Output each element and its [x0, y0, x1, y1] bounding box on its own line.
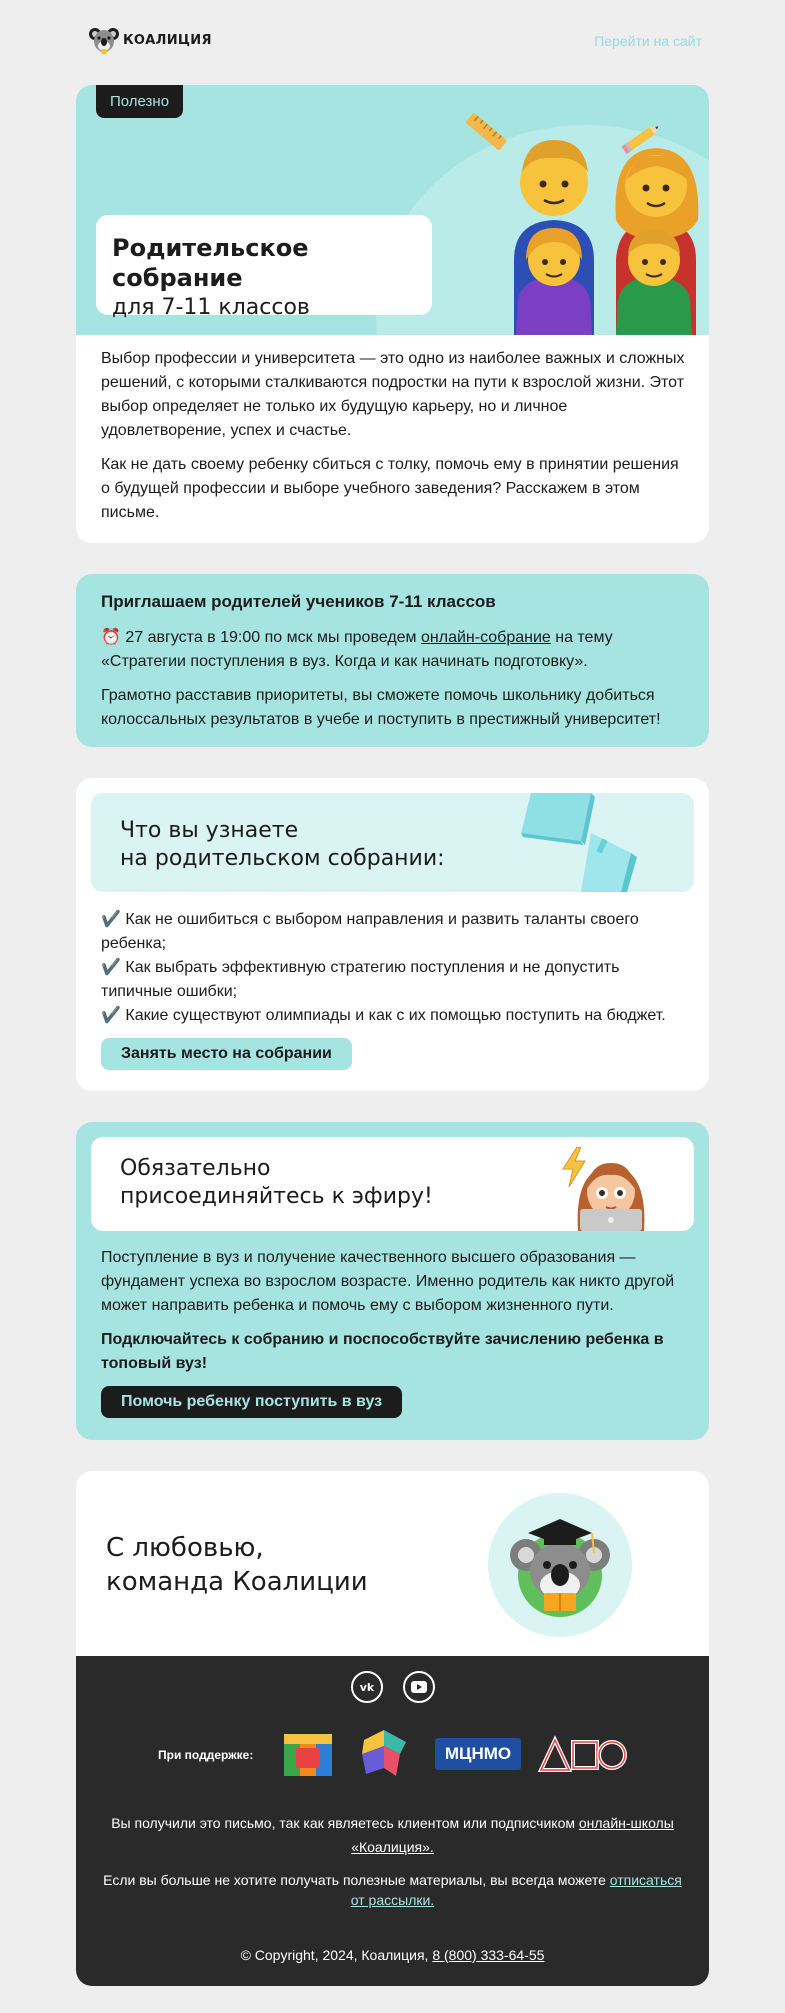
copyright — [96, 1943, 689, 1967]
live-paragraph-1: Поступление в вуз и получение качественного высшего образования — фундамент успеха во взрослом возрасте. Именно родитель как никто другой может направить ребенка и помочь ему с выбором жизненного пути. — [101, 1249, 675, 1314]
hero-title: Родительское собрание — [112, 234, 309, 292]
brand-name: КОАЛИЦИЯ — [123, 32, 212, 48]
signature-line-2: команда Коалиции — [106, 1567, 368, 1597]
learn-item-text: Как не ошибиться с выбором направления и развить таланты своего ребенка; — [101, 911, 639, 952]
unsubscribe-text: Если вы больше не хотите получать полезные материалы, вы всегда можете — [103, 1872, 610, 1888]
footer-card — [76, 1471, 709, 1986]
learn-item — [101, 956, 686, 1004]
check-icon: ✔️ — [101, 959, 121, 976]
vk-icon — [353, 1673, 381, 1701]
school-link[interactable]: онлайн-школы «Коалиция». — [351, 1815, 674, 1855]
learn-banner — [91, 793, 694, 892]
learn-item — [101, 908, 686, 956]
partner-logo-star — [356, 1728, 412, 1780]
learn-title-line-2: на родительском собрании: — [120, 846, 445, 871]
learn-title — [120, 817, 445, 873]
vk-link[interactable] — [351, 1671, 383, 1703]
hero-paragraph-1: Выбор профессии и университета — это одно из наиболее важных и сложных решений, с которыми сталкиваются подростки на пути к взрослой жизни. Этот выбор определяет не только их будущую карьеру, но и личное удовлетворение, успех и счастье. — [101, 350, 685, 439]
unsubscribe-link[interactable]: отписаться от рассылки. — [350, 1872, 682, 1908]
learn-item — [101, 1004, 686, 1028]
support-label: При поддержке: — [158, 1748, 254, 1762]
copyright-text: © Copyright, 2024, Коалиция, — [240, 1947, 433, 1963]
family-emoji-icon — [506, 110, 706, 335]
footer-dark — [76, 1656, 709, 1986]
ruler-icon — [461, 107, 511, 157]
live-card — [76, 1122, 709, 1440]
book-icon — [521, 793, 694, 892]
live-text — [101, 1246, 686, 1386]
unsubscribe-notice — [96, 1870, 689, 1910]
hero-text — [101, 347, 686, 535]
phone-link[interactable]: 8 (800) 333-64-55 — [432, 1947, 545, 1963]
go-to-site-link[interactable]: Перейти на сайт — [594, 33, 702, 49]
hero-subtitle: для 7-11 классов — [112, 295, 310, 320]
signature — [106, 1531, 368, 1599]
invite-title: Приглашаем родителей учеников 7-11 классов — [101, 592, 496, 611]
brand-logo[interactable] — [89, 25, 212, 55]
live-title — [120, 1155, 433, 1211]
useful-tag: Полезно — [96, 85, 183, 118]
help-child-button[interactable]: Помочь ребенку поступить в вуз — [101, 1386, 402, 1418]
koala-logo-icon — [89, 25, 119, 55]
live-title-line-2: присоединяйтесь к эфиру! — [120, 1184, 433, 1209]
check-icon: ✔️ — [101, 911, 121, 928]
hero-card — [76, 85, 709, 543]
invite-paragraph-1 — [101, 626, 686, 674]
notice-text: Вы получили это письмо, так как являетесь клиентом или подписчиком — [111, 1815, 579, 1831]
hero-paragraph-2: Как не дать своему ребенку сбиться с толку, помочь ему в принятии решения о будущей профессии и выборе учебного заведения? Расскажем в этом письме. — [101, 456, 679, 521]
live-banner — [91, 1137, 694, 1231]
koala-mascot — [488, 1493, 632, 1637]
learn-list — [101, 908, 686, 1028]
email-header — [76, 0, 709, 84]
learn-item-text: Как выбрать эффективную стратегию поступления и не допустить типичные ошибки; — [101, 959, 620, 1000]
live-paragraph-2: Подключайтесь к собранию и поспособствуйте зачислению ребенка в топовый вуз! — [101, 1331, 664, 1372]
alarm-clock-icon: ⏰ — [101, 629, 121, 646]
youtube-icon — [405, 1673, 433, 1701]
youtube-link[interactable] — [403, 1671, 435, 1703]
check-icon: ✔️ — [101, 1007, 121, 1024]
online-meeting-link[interactable]: онлайн-собрание — [421, 629, 551, 646]
partner-logo-mcnmo: МЦНМО — [435, 1738, 521, 1770]
koala-mascot-icon — [488, 1493, 632, 1637]
signature-line-1: С любовью, — [106, 1533, 264, 1563]
invite-card — [76, 574, 709, 747]
girl-laptop-emoji-icon — [566, 1149, 656, 1231]
learn-item-text: Какие существуют олимпиады и как с их помощью поступить на бюджет. — [120, 1007, 666, 1024]
hero-banner — [76, 85, 709, 335]
invite-text-after: на тему «Стратегии поступления в вуз. Когда и как начинать подготовку». — [101, 629, 613, 670]
svg-text:vk: vk — [359, 1681, 375, 1694]
partner-logo-cube — [280, 1728, 336, 1780]
hero-title-box — [96, 215, 432, 320]
live-title-line-1: Обязательно — [120, 1156, 271, 1181]
reserve-seat-button[interactable]: Занять место на собрании — [101, 1038, 352, 1070]
learn-title-line-1: Что вы узнаете — [120, 818, 299, 843]
invite-paragraph-2: Грамотно расставив приоритеты, вы сможете помочь школьнику добиться колоссальных результатов в учебе и поступить в престижный университет! — [101, 687, 661, 728]
invite-text-before: 27 августа в 19:00 по мск мы проведем — [120, 629, 421, 646]
partner-logo-shapes — [537, 1734, 629, 1774]
learn-card — [76, 778, 709, 1091]
subscription-notice — [96, 1811, 689, 1859]
